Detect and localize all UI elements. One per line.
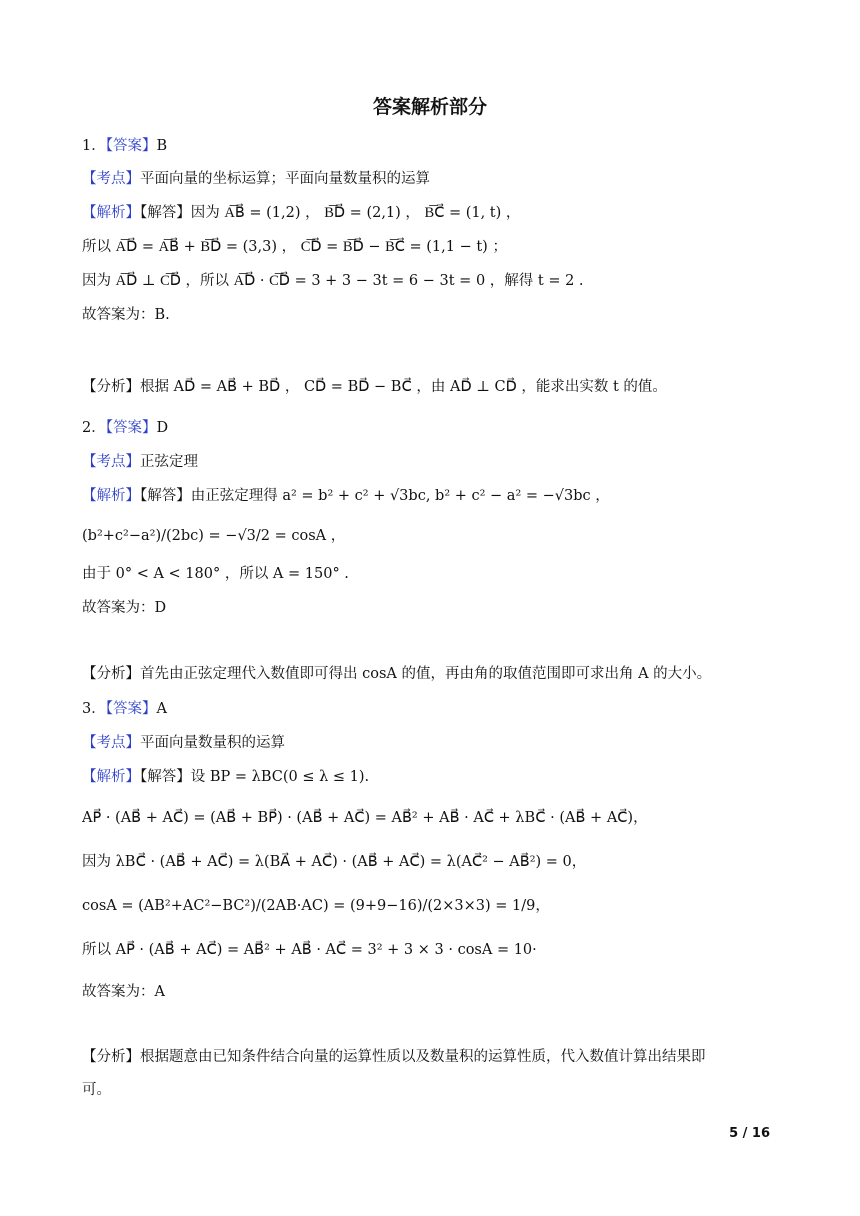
section-tag: 【考点】 (82, 171, 140, 187)
line-text: 平面向量数量积的运算 (140, 735, 285, 751)
line-text: 故答案为：A (82, 984, 165, 1000)
line-text: 【解答】设 BP = λBC(0 ≤ λ ≤ 1). (140, 769, 370, 785)
line-text: D (156, 420, 169, 436)
text-line (82, 940, 537, 960)
line-text: 【解答】由正弦定理得 a² = b² + c² + √3bc, b² + c² − a² = −√3bc ， (140, 488, 610, 504)
text-line (82, 1047, 706, 1067)
section-tag: 【考点】 (82, 454, 140, 470)
page-title: 答案解析部分 (372, 96, 487, 118)
line-text: A (156, 701, 167, 717)
line-text: 由于 0° < A < 180° ，所以 A = 150° . (82, 566, 349, 582)
text-line (82, 852, 586, 872)
section-tag: 【答案】 (105, 420, 157, 436)
text-line (82, 169, 430, 189)
line-text: (b²+c²−a²)/(2bc) = −√3/2 = cosA ， (82, 528, 346, 544)
text-line (82, 982, 165, 1002)
text-line (82, 896, 550, 916)
section-tag: 【答案】 (105, 701, 157, 717)
text-line (82, 418, 168, 438)
line-text: 所以 A͞D⃗ = A͞B⃗ + B͞D⃗ = (3,3) ， C͞D⃗ = B͞D⃗ − B͞C⃗ = (1,1 − t) ； (82, 239, 507, 255)
question-number: 1． (82, 138, 106, 154)
page-number: 5 / 16 (729, 1126, 770, 1141)
text-line (82, 271, 584, 291)
text-line (82, 377, 667, 397)
text-line (82, 1080, 111, 1100)
text-line (82, 203, 520, 223)
line-text: 【分析】根据 AD⃗ = AB⃗ + BD⃗ ， CD⃗ = BD⃗ − BC⃗ ，由 AD⃗ ⊥ CD⃗ ，能求出实数 t 的值。 (82, 379, 667, 395)
section-tag: 【解析】 (82, 205, 140, 221)
line-text: 平面向量的坐标运算；平面向量数量积的运算 (140, 171, 430, 187)
text-line (82, 598, 166, 618)
question-number: 2． (82, 420, 106, 436)
line-text: B (156, 138, 168, 154)
line-text: cosA = (AB²+AC²−BC²)/(2AB·AC) = (9+9−16)/(2×3×3) = 1/9， (82, 898, 550, 914)
line-text: 正弦定理 (140, 454, 198, 470)
line-text: 【分析】根据题意由已知条件结合向量的运算性质以及数量积的运算性质，代入数值计算出结果即 (82, 1049, 706, 1065)
text-line (82, 237, 507, 257)
line-text: 可。 (82, 1082, 111, 1098)
question-number: 3． (82, 701, 106, 717)
text-line (82, 699, 167, 719)
text-line (82, 733, 285, 753)
section-tag: 【解析】 (82, 488, 140, 504)
line-text: 因为 λBC⃗ · (AB⃗ + AC⃗) = λ(BA⃗ + AC⃗) · (AB⃗ + AC⃗) = λ(AC⃗² − AB⃗²) = 0， (82, 854, 587, 870)
line-text: 故答案为：D (82, 600, 167, 616)
text-line (82, 526, 345, 546)
text-line (82, 452, 198, 472)
text-line (82, 305, 170, 325)
text-line (82, 486, 610, 506)
section-tag: 【考点】 (82, 735, 140, 751)
line-text: 故答案为：B. (82, 307, 170, 323)
section-tag: 【解析】 (82, 769, 140, 785)
line-text: 所以 AP⃗ · (AB⃗ + AC⃗) = AB⃗² + AB⃗ · AC⃗ = 3² + 3 × 3 · cosA = 10· (82, 942, 537, 958)
line-text: 因为 A͞D⃗ ⊥ C͞D⃗ ，所以 A͞D⃗ · C͞D⃗ = 3 + 3 − 3t = 6 − 3t = 0 ，解得 t = 2 . (82, 273, 584, 289)
text-line (82, 664, 711, 684)
line-text: AP⃗ · (AB⃗ + AC⃗) = (AB⃗ + BP⃗) · (AB⃗ + AC⃗) = AB⃗² + AB⃗ · AC⃗ + λBC⃗ · (AB⃗ + AC⃗)， (82, 810, 648, 826)
text-line (82, 808, 648, 828)
line-text: 【分析】首先由正弦定理代入数值即可得出 cosA 的值，再由角的取值范围即可求出角 A 的大小。 (82, 666, 712, 682)
line-text: 【解答】因为 A͞B⃗ = (1,2) ， B͞D⃗ = (2,1) ， B͞C⃗ = (1, t) ， (140, 205, 521, 221)
text-line (82, 136, 167, 156)
section-tag: 【答案】 (105, 138, 157, 154)
text-line (82, 767, 369, 787)
text-line (82, 564, 349, 584)
